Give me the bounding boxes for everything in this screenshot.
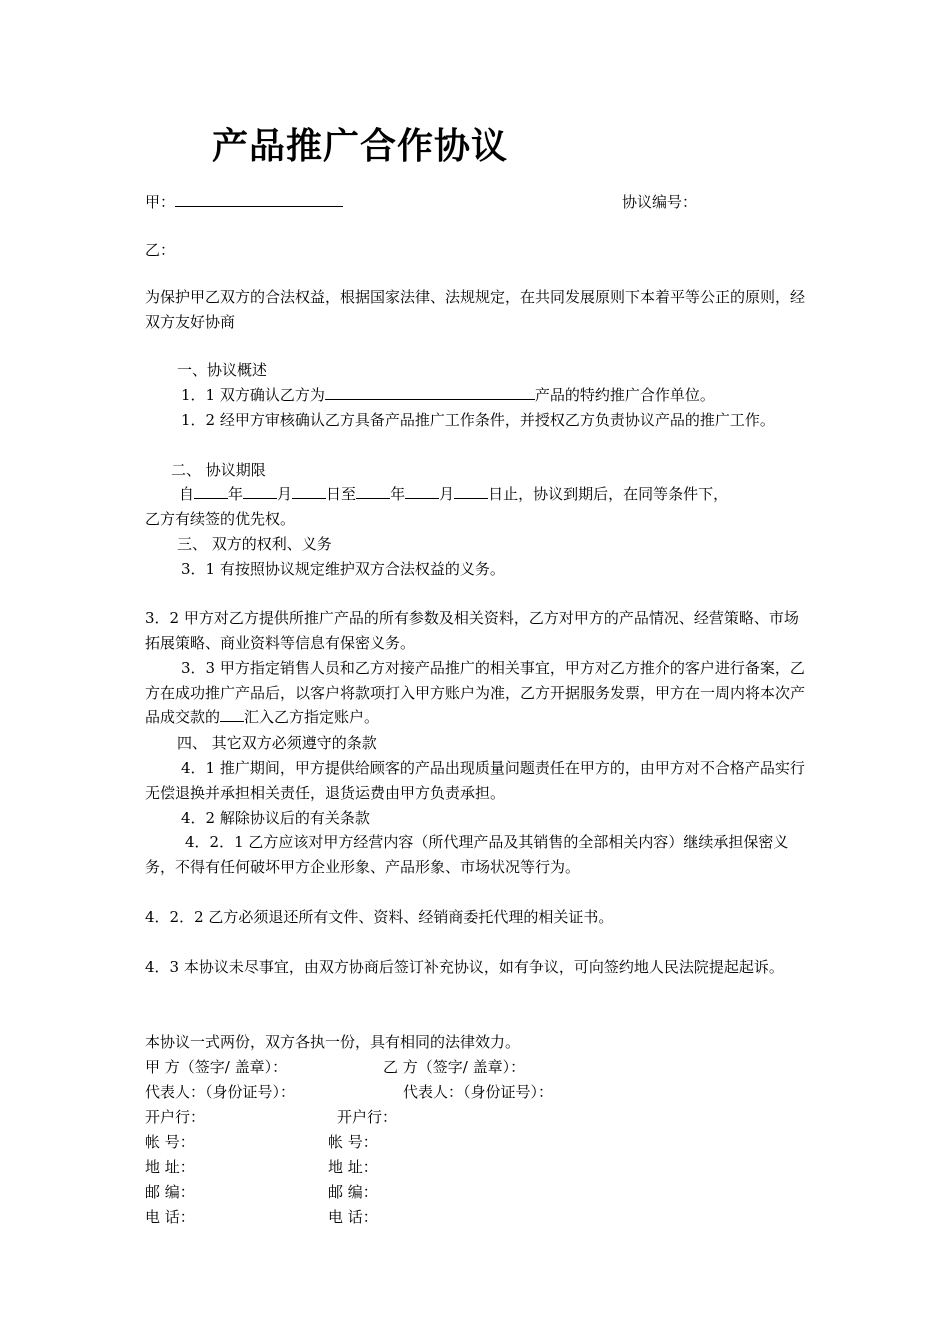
sig-postcode-b: 邮 编：	[328, 1183, 378, 1201]
term-month-label: 月	[277, 485, 293, 503]
end-year-blank	[356, 483, 390, 499]
term-to: 日至	[326, 485, 357, 503]
clause-3-3-text-end: 汇入乙方指定账户。	[244, 708, 380, 727]
clause-3-2: 3．2 甲方对乙方提供所推广产品的所有参数及相关资料，乙方对甲方的产品情况、经营策略、市场拓展策略、商业资料等信息有保密义务。	[145, 609, 799, 652]
clause-3-3-text: 3．3 甲方指定销售人员和乙方对接产品推广的相关事宜，甲方对乙方推介的客户进行备案，乙方在成功推广产品后，以客户将款项打入甲方账户为准，乙方开据服务发票，甲方在一周内将本次产品成交款的	[145, 659, 806, 727]
start-year-blank	[194, 483, 228, 499]
section-2-heading: 二、 协议期限	[171, 461, 266, 479]
clause-4-2: 4．2 解除协议后的有关条款	[181, 809, 370, 827]
sig-address-a: 地 址：	[145, 1158, 195, 1176]
term-year-label-2: 年	[390, 485, 406, 503]
sig-phone-a: 电 话：	[145, 1208, 195, 1226]
term-year-label: 年	[228, 485, 244, 503]
sig-bank-b: 开户行：	[337, 1108, 398, 1126]
party-b-label: 乙：	[145, 241, 176, 259]
sig-account-b: 帐 号：	[328, 1133, 378, 1151]
term-month-label-2: 月	[439, 485, 455, 503]
sig-phone-b: 电 话：	[328, 1208, 378, 1226]
clause-1-2: 1．2 经甲方审核确认乙方具备产品推广工作条件，并授权乙方负责协议产品的推广工作。	[181, 411, 775, 429]
sig-address-b: 地 址：	[328, 1158, 378, 1176]
sig-party-a: 甲 方（签字/ 盖章）：	[145, 1058, 288, 1076]
clause-4-1: 4．1 推广期间，甲方提供给顾客的产品出现质量问题责任在甲方的，由甲方对不合格产品实行无偿退换并承担相关责任，退货运费由甲方负责承担。	[145, 759, 805, 802]
clause-4-2-1: 4．2．1 乙方应该对甲方经营内容（所代理产品及其销售的全部相关内容）继续承担保密义务，不得有任何破坏甲方企业形象、产品形象、市场状况等行为。	[145, 833, 789, 876]
sig-bank-a: 开户行：	[145, 1108, 206, 1126]
party-a-blank	[175, 191, 343, 207]
percentage-blank	[220, 706, 244, 722]
party-a-line	[145, 190, 343, 214]
party-a-label: 甲：	[145, 193, 176, 211]
sig-postcode-a: 邮 编：	[145, 1183, 195, 1201]
clause-1-1-text: 1．1 双方确认乙方为	[181, 386, 325, 404]
sig-rep-a: 代表人：（身份证号）：	[145, 1083, 296, 1101]
product-name-blank	[325, 384, 535, 400]
agreement-no-label: 协议编号：	[622, 193, 698, 211]
section-3-heading: 三、 双方的权利、义务	[177, 535, 332, 553]
sig-party-b: 乙 方（签字/ 盖章）：	[383, 1058, 526, 1076]
term-from: 自	[179, 485, 195, 503]
clause-3-1: 3．1 有按照协议规定维护双方合法权益的义务。	[181, 560, 505, 578]
term-line	[179, 482, 728, 506]
term-line-2: 乙方有续签的优先权。	[145, 510, 296, 528]
section-4-heading: 四、 其它双方必须遵守的条款	[177, 734, 377, 752]
section-1-heading: 一、协议概述	[177, 361, 268, 379]
sig-rep-b: 代表人：（身份证号）：	[403, 1083, 554, 1101]
intro-paragraph: 为保护甲乙双方的合法权益，根据国家法律、法规规定，在共同发展原则下本着平等公正的原则，经双方友好协商	[145, 288, 806, 331]
clause-1-1-text-end: 产品的特约推广合作单位。	[534, 386, 715, 404]
end-month-blank	[405, 483, 439, 499]
closing-statement: 本协议一式两份，双方各执一份，具有相同的法律效力。	[145, 1033, 521, 1051]
start-month-blank	[243, 483, 277, 499]
clause-4-3: 4．3 本协议未尽事宜，由双方协商后签订补充协议，如有争议，可向签约地人民法院提起起诉。	[145, 958, 784, 976]
start-day-blank	[292, 483, 326, 499]
clause-1-1	[181, 383, 715, 407]
sig-account-a: 帐 号：	[145, 1133, 195, 1151]
term-end: 日止，协议到期后，在同等条件下，	[488, 485, 729, 503]
end-day-blank	[454, 483, 488, 499]
clause-3-3	[145, 656, 810, 730]
document-title: 产品推广合作协议	[211, 125, 508, 167]
clause-4-2-2: 4．2．2 乙方必须退还所有文件、资料、经销商委托代理的相关证书。	[145, 908, 614, 926]
